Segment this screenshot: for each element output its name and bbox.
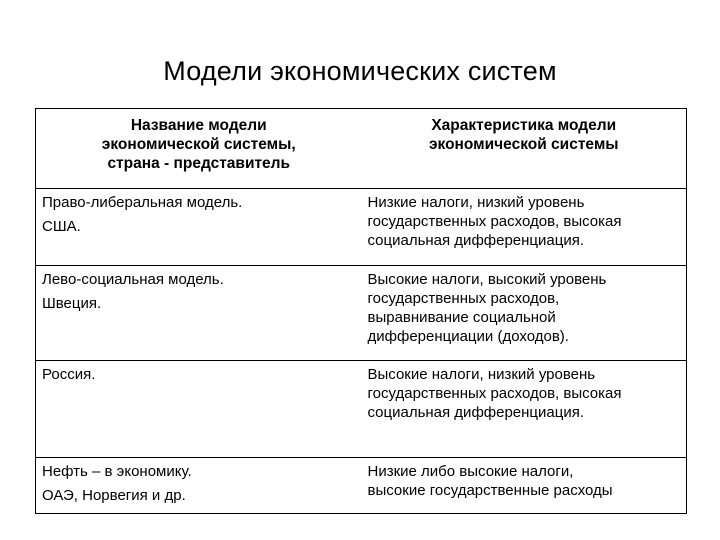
model-cell	[36, 458, 362, 514]
characteristic-line: Низкие налоги, низкий уровень	[367, 194, 585, 211]
table-row	[36, 189, 687, 266]
characteristic-cell	[362, 458, 687, 514]
table-row	[36, 361, 687, 458]
model-name: Право-либеральная модель.	[42, 194, 243, 211]
characteristic-line: выравнивание социальной	[367, 309, 556, 326]
slide-title: Модели экономических систем	[163, 56, 557, 86]
characteristic-line: социальная дифференциация.	[367, 232, 585, 249]
header-model-name	[36, 109, 362, 189]
model-country: ОАЭ, Норвегия и др.	[42, 487, 186, 504]
table-row	[36, 458, 687, 514]
characteristic-line: государственных расходов,	[367, 290, 560, 307]
table-header-row	[36, 109, 687, 189]
header-line: Название модели	[130, 117, 267, 134]
characteristic-cell	[362, 189, 687, 266]
economic-models-table	[35, 108, 687, 514]
characteristic-line: Низкие либо высокие налоги,	[367, 463, 574, 480]
model-cell	[36, 266, 362, 361]
model-name: Лево-социальная модель.	[42, 271, 224, 288]
model-country: США.	[42, 218, 81, 235]
characteristic-line: Высокие налоги, низкий уровень	[367, 366, 596, 383]
model-name: Нефть – в экономику.	[42, 463, 192, 480]
table-row	[36, 266, 687, 361]
model-cell	[36, 189, 362, 266]
characteristic-cell	[362, 361, 687, 458]
header-line: страна - представитель	[107, 155, 291, 172]
characteristic-line: дифференциации (доходов).	[367, 328, 569, 345]
header-line: экономической системы,	[101, 136, 296, 153]
characteristic-line: государственных расходов, высокая	[367, 385, 622, 402]
characteristic-line: государственных расходов, высокая	[367, 213, 622, 230]
characteristic-line: Высокие налоги, высокий уровень	[367, 271, 607, 288]
header-model-characteristic	[362, 109, 687, 189]
characteristic-cell	[362, 266, 687, 361]
characteristic-line: социальная дифференциация.	[367, 404, 585, 421]
model-name: Россия.	[42, 366, 96, 383]
model-country: Швеция.	[42, 295, 102, 312]
characteristic-line: высокие государственные расходы	[367, 482, 613, 499]
header-line: экономической системы	[428, 136, 619, 153]
header-line: Характеристика модели	[431, 117, 617, 134]
model-cell	[36, 361, 362, 458]
